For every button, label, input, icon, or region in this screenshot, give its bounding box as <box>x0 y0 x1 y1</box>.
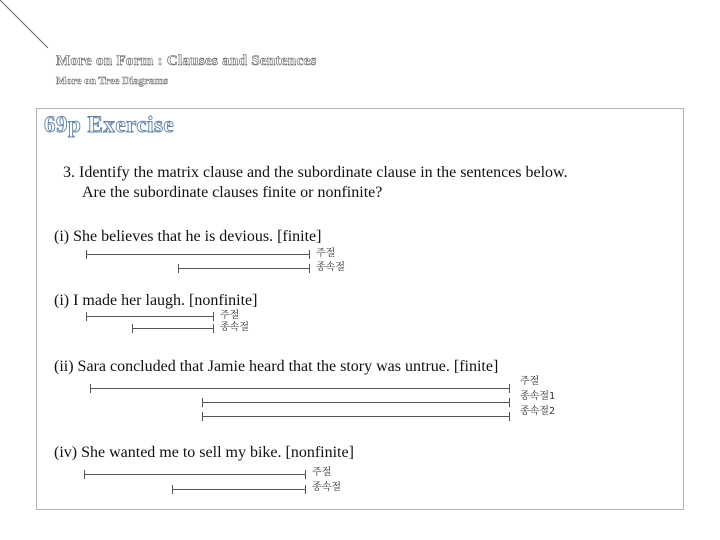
exercise-title: 69p Exercise <box>44 112 175 137</box>
matrix-clause-label-1: 주절 <box>316 248 336 259</box>
matrix-clause-span-2 <box>86 316 214 317</box>
subordinate-clause-1-span-3 <box>202 402 510 403</box>
subordinate-clause-span-1 <box>178 268 310 269</box>
matrix-clause-label-4: 주절 <box>312 467 332 478</box>
instruction-line-1: 3. Identify the matrix clause and the subordinate clause in the sentences below. <box>63 164 568 181</box>
matrix-clause-span-1 <box>86 254 310 255</box>
instruction-line-2: Are the subordinate clauses finite or nonfinite? <box>82 184 383 201</box>
slide-title: More on Form : Clauses and Sentences <box>56 53 317 69</box>
matrix-clause-span-4 <box>84 474 306 475</box>
subordinate-clause-span-4 <box>172 489 306 490</box>
sentence-3: (ii) Sara concluded that Jamie heard that the story was untrue. [finite] <box>54 358 499 375</box>
matrix-clause-label-2: 주절 <box>220 310 240 321</box>
matrix-clause-span-3 <box>90 388 510 389</box>
subordinate-clause-1-label-3: 종속절1 <box>520 391 556 402</box>
subordinate-clause-label-2: 종속절 <box>220 322 249 333</box>
sentence-2: (i) I made her laugh. [nonfinite] <box>54 292 258 309</box>
sentence-4: (iv) She wanted me to sell my bike. [nonfinite] <box>54 444 354 461</box>
matrix-clause-label-3: 주절 <box>520 376 540 387</box>
subordinate-clause-label-4: 종속절 <box>312 482 341 493</box>
slide-subtitle: More on Tree Diagrams <box>56 75 168 87</box>
subordinate-clause-span-2 <box>132 328 214 329</box>
subordinate-clause-label-1: 종속절 <box>316 262 345 273</box>
sentence-1: (i) She believes that he is devious. [finite] <box>54 228 322 245</box>
subordinate-clause-2-span-3 <box>202 416 510 417</box>
subordinate-clause-2-label-3: 종속절2 <box>520 406 556 417</box>
